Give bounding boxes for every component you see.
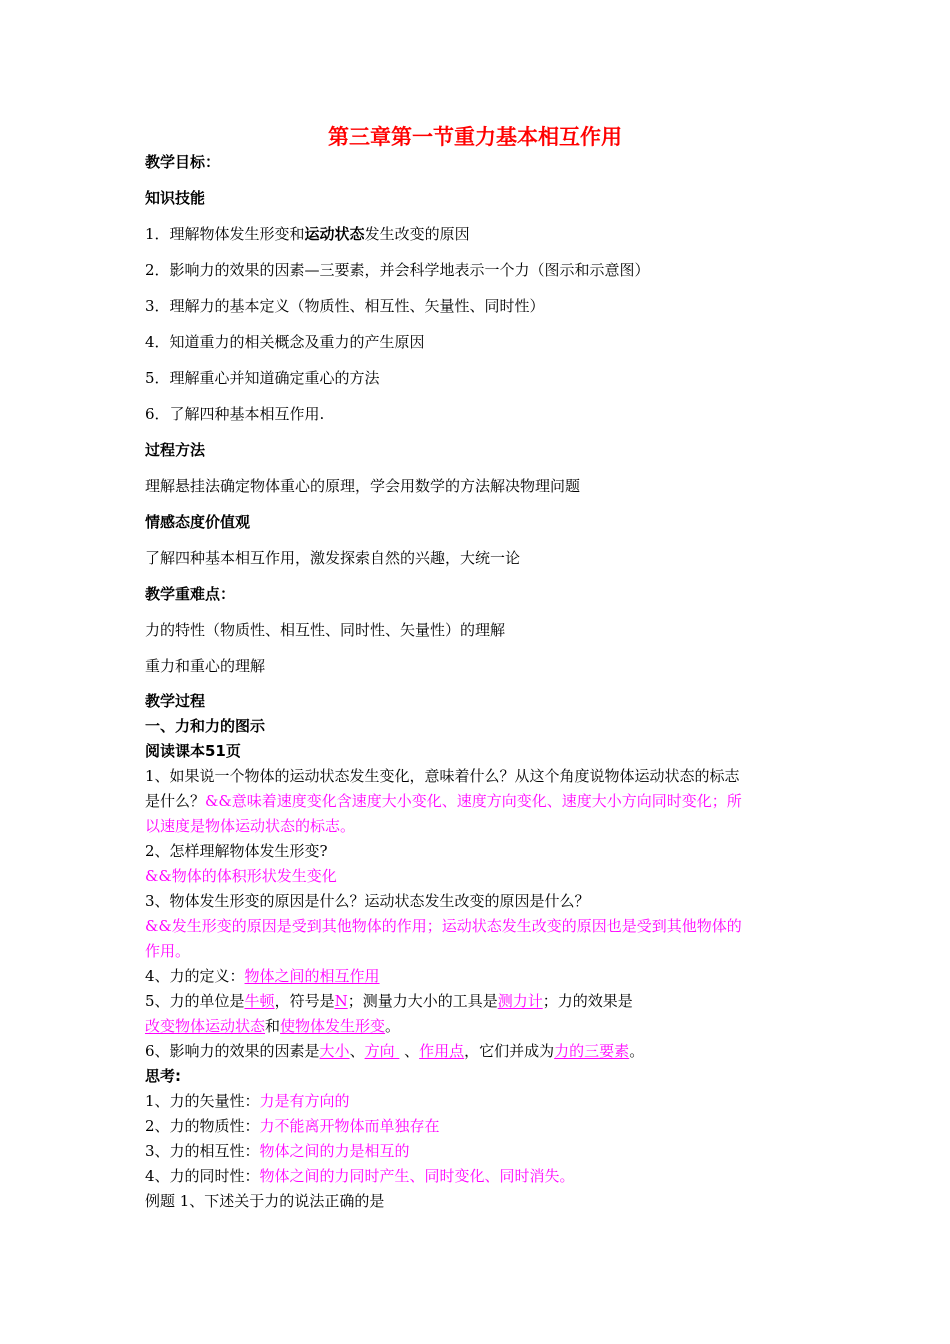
- question-1-cont: 是什么？&&意味着速度变化含速度大小变化、速度方向变化、速度大小方向同时变化；所: [145, 792, 742, 810]
- answer-unit: 牛顿: [244, 992, 275, 1010]
- knowledge-item-4: 4．知道重力的相关概念及重力的产生原因: [145, 333, 425, 351]
- answer-tool: 测力计: [497, 992, 543, 1010]
- question-6: 6、影响力的效果的因素是大小、方向 、作用点，它们并成为力的三要素。: [145, 1042, 645, 1060]
- emotion-heading: 情感态度价值观: [145, 513, 251, 531]
- example-1: 例题 1、下述关于力的说法正确的是: [145, 1192, 385, 1210]
- answer-2: &&物体的体积形状发生变化: [145, 867, 337, 885]
- answer-effect-1: 改变物体运动状态: [145, 1017, 266, 1035]
- answer-1: &&意味着速度变化含速度大小变化、速度方向变化、速度大小方向同时变化；所: [205, 792, 742, 810]
- section-heading-1: 一、力和力的图示: [145, 717, 266, 735]
- think-item-3: 3、力的相互性：物体之间的力是相互的: [145, 1142, 410, 1160]
- think-item-1: 1、力的矢量性：力是有方向的: [145, 1092, 350, 1110]
- answer-point: 作用点: [419, 1042, 465, 1060]
- answer-1-cont: 以速度是物体运动状态的标志。: [145, 817, 356, 835]
- answer-3: &&发生形变的原因是受到其他物体的作用；运动状态发生改变的原因也是受到其他物体的: [145, 917, 742, 935]
- process-text: 理解悬挂法确定物体重心的原理，学会用数学的方法解决物理问题: [145, 477, 581, 495]
- emotion-text: 了解四种基本相互作用，激发探索自然的兴趣，大统一论: [145, 549, 521, 567]
- question-1: 1、如果说一个物体的运动状态发生变化，意味着什么？从这个角度说物体运动状态的标志: [145, 767, 740, 785]
- reading-note: 阅读课本51页: [145, 742, 241, 760]
- think-item-2: 2、力的物质性：力不能离开物体而单独存在: [145, 1117, 440, 1135]
- answer-direction: 方向: [364, 1042, 400, 1060]
- answer-effect-2: 使物体发生形变: [280, 1017, 386, 1035]
- question-2: 2、怎样理解物体发生形变?: [145, 842, 328, 860]
- question-5-cont: 改变物体运动状态和使物体发生形变。: [145, 1017, 401, 1035]
- question-5: 5、力的单位是牛顿，符号是N；测量力大小的工具是测力计；力的效果是: [145, 992, 633, 1010]
- key-point-1: 力的特性（物质性、相互性、同时性、矢量性）的理解: [145, 621, 506, 639]
- question-4: 4、力的定义：物体之间的相互作用: [145, 967, 380, 985]
- question-3: 3、物体发生形变的原因是什么？运动状态发生改变的原因是什么？: [145, 892, 590, 910]
- knowledge-item-5: 5．理解重心并知道确定重心的方法: [145, 369, 380, 387]
- knowledge-item-6: 6．了解四种基本相互作用.: [145, 405, 325, 423]
- answer-three-elements: 力的三要素: [554, 1042, 630, 1060]
- key-point-2: 重力和重心的理解: [145, 657, 266, 675]
- answer-symbol: N: [334, 992, 348, 1010]
- answer-3-cont: 作用。: [145, 942, 191, 960]
- page-title: 第三章第一节重力基本相互作用: [328, 125, 622, 149]
- knowledge-heading: 知识技能: [145, 189, 206, 207]
- answer-magnitude: 大小: [319, 1042, 350, 1060]
- goals-heading: 教学目标：: [145, 153, 221, 171]
- knowledge-item-3: 3．理解力的基本定义（物质性、相互性、矢量性、同时性）: [145, 297, 545, 315]
- knowledge-item-2: 2．影响力的效果的因素—三要素，并会科学地表示一个力（图示和示意图）: [145, 261, 650, 279]
- answer-force-definition: 物体之间的相互作用: [244, 967, 380, 985]
- knowledge-item-1: 1．理解物体发生形变和运动状态发生改变的原因: [145, 225, 470, 243]
- key-points-heading: 教学重难点：: [145, 585, 236, 603]
- process-heading: 过程方法: [145, 441, 206, 459]
- think-item-4: 4、力的同时性：物体之间的力同时产生、同时变化、同时消失。: [145, 1167, 575, 1185]
- think-heading: 思考:: [145, 1067, 181, 1085]
- teaching-process-heading: 教学过程: [145, 692, 206, 710]
